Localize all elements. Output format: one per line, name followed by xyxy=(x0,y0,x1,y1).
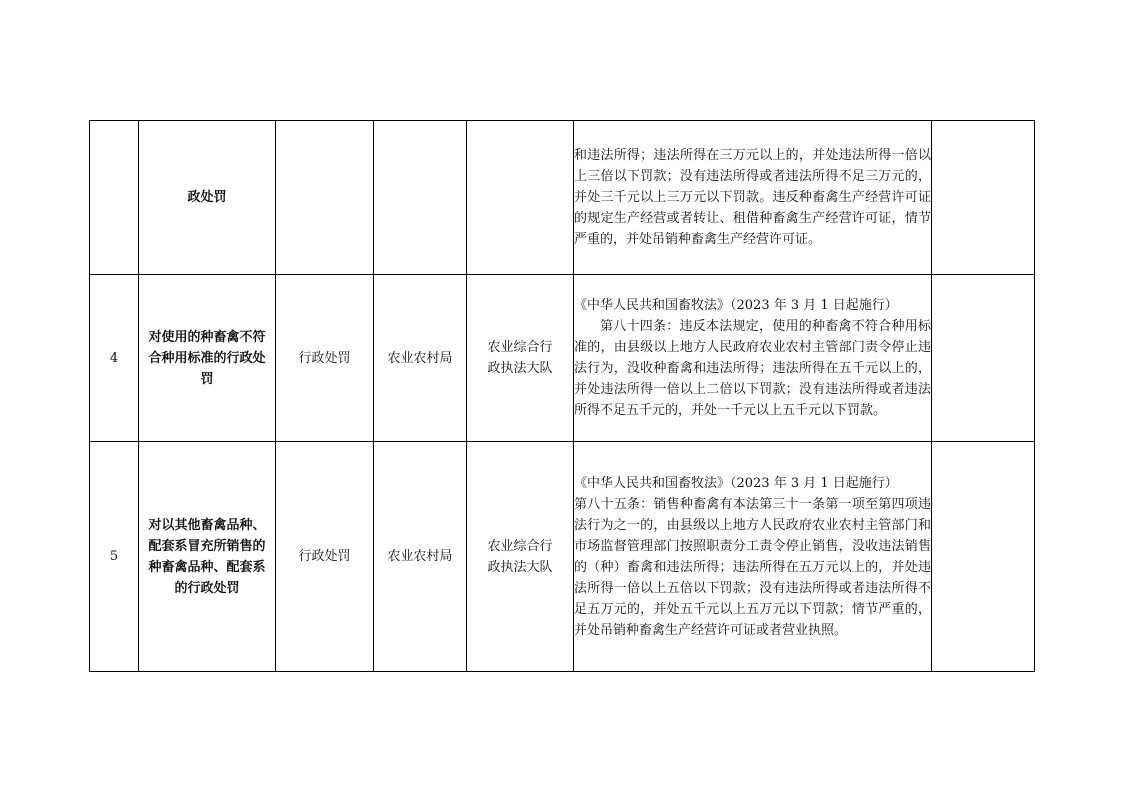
penalty-table xyxy=(89,120,1035,672)
item-name xyxy=(139,275,276,442)
item-basis xyxy=(574,442,932,672)
item-name-text: 对使用的种畜禽不符合种用标准的行政处罚 xyxy=(148,329,266,387)
item-name xyxy=(139,442,276,672)
basis-body: 第八十五条：销售种畜禽有本法第三十一条第一项至第四项违法行为之一的，由县级以上地方人民政府农业农村主管部门和市场监督管理部门按照职责分工责令停止销售，没收违法销售的（种）畜禽和违法所得；违法所得在五万元以上的，并处违法所得一倍以上五倍以下罚款；没有违法所得或者违法所得不足五万元的，并处五千元以上五万元以下罚款；情节严重的，并处吊销种畜禽生产经营许可证或者营业执照。 xyxy=(574,496,931,638)
row-number: 5 xyxy=(90,442,139,672)
basis-body: 和违法所得；违法所得在三万元以上的，并处违法所得一倍以上三倍以下罚款；没有违法所得或者违法所得不足三万元的，并处三千元以上三万元以下罚款。违反种畜禽生产经营许可证的规定生产经营或者转让、租借种畜禽生产经营许可证，情节严重的，并处吊销种畜禽生产经营许可证。 xyxy=(574,148,931,247)
item-name-text: 对以其他畜禽品种、配套系冒充所销售的种畜禽品种、配套系的行政处罚 xyxy=(148,517,266,596)
basis-body: 第八十四条：违反本法规定，使用的种畜禽不符合种用标准的，由县级以上地方人民政府农业农村主管部门责令停止违法行为，没收种畜禽和违法所得；违法所得在五千元以上的，并处违法所得一倍以上二倍以下罚款；没有违法所得或者违法所得不足五千元的，并处一千元以上五千元以下罚款。 xyxy=(574,319,931,418)
item-exec-text: 农业综合行政执法大队 xyxy=(487,538,553,575)
item-dept: 农业农村局 xyxy=(374,275,467,442)
table-row xyxy=(90,121,1035,275)
item-exec xyxy=(467,121,574,275)
item-type xyxy=(276,121,374,275)
item-note xyxy=(932,442,1035,672)
item-basis xyxy=(574,121,932,275)
item-note xyxy=(932,275,1035,442)
item-exec-text: 农业综合行政执法大队 xyxy=(487,340,553,376)
item-exec xyxy=(467,275,574,442)
basis-title: 《中华人民共和国畜牧法》（2023 年 3 月 1 日起施行） xyxy=(574,298,898,313)
basis-title: 《中华人民共和国畜牧法》（2023 年 3 月 1 日起施行） xyxy=(574,475,898,491)
row-number: 4 xyxy=(90,275,139,442)
row-number xyxy=(90,121,139,275)
item-dept xyxy=(374,121,467,275)
table-row xyxy=(90,442,1035,672)
item-type: 行政处罚 xyxy=(276,275,374,442)
item-name-text: 政处罚 xyxy=(187,190,227,205)
item-basis xyxy=(574,275,932,442)
table-row xyxy=(90,275,1035,442)
item-type: 行政处罚 xyxy=(276,442,374,672)
item-exec xyxy=(467,442,574,672)
item-name xyxy=(139,121,276,275)
item-dept: 农业农村局 xyxy=(374,442,467,672)
item-note xyxy=(932,121,1035,275)
